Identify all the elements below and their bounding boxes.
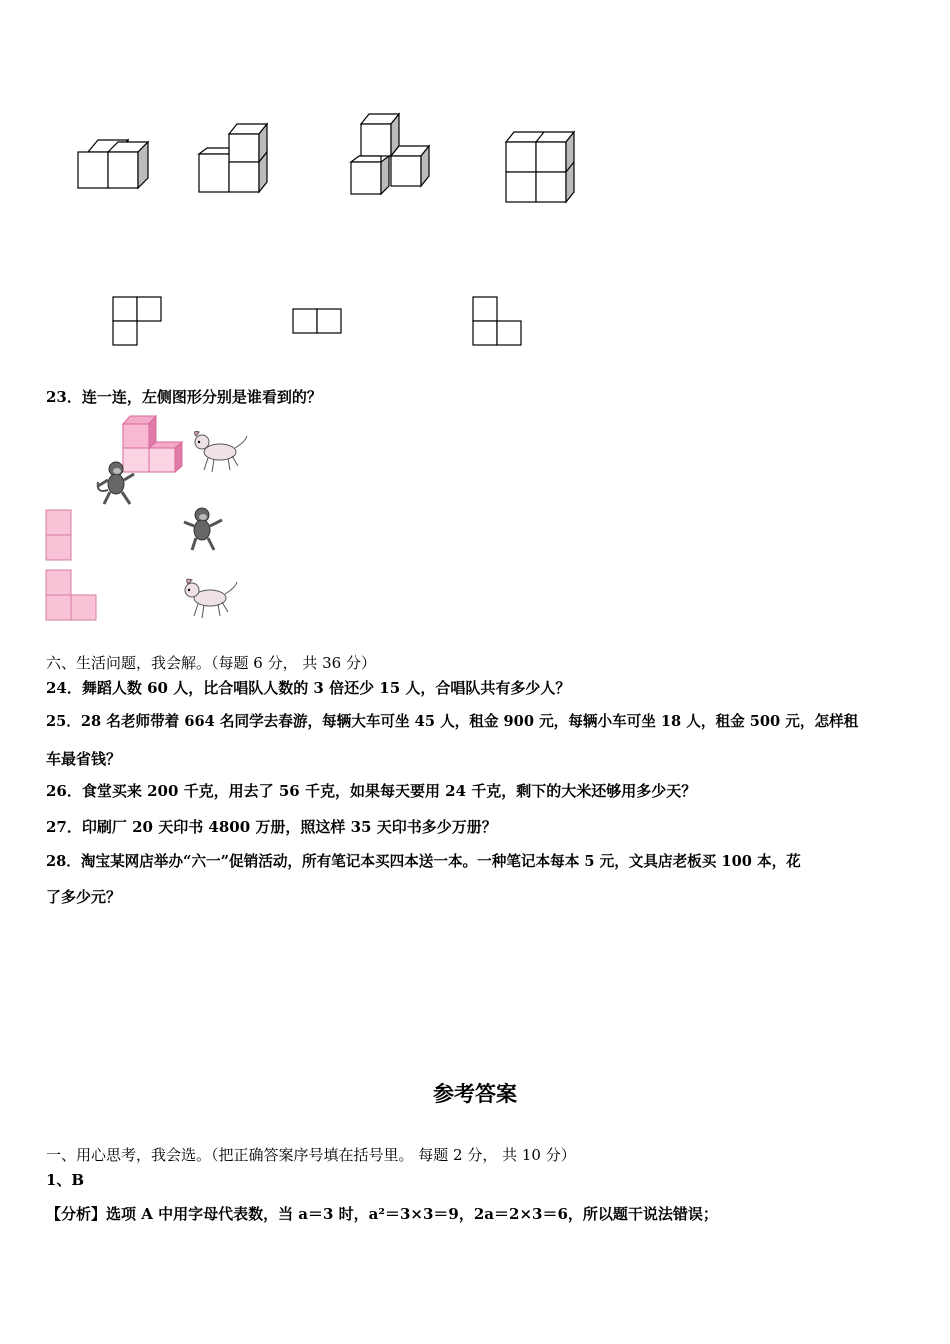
question-25-cont: 车最省钱？: [46, 750, 122, 768]
answer-analysis: 【分析】选项 A 中用字母代表数，当 a＝3 时，a²＝3×3＝9，2a＝2×3＝6，所以题干说法错误；: [46, 1205, 718, 1223]
cube-figure-1: [70, 130, 160, 200]
cube-figure-2: [195, 118, 275, 198]
monkey-icon: [180, 506, 226, 552]
question-28: 28．淘宝某网店举办“六一”促销活动，所有笔记本买四本送一本。一种笔记本每本 5 元，文具店老板买 100 本，花: [46, 853, 801, 870]
cube-figure-4: [500, 128, 585, 208]
question-27: 27．印刷厂 20 天印书 4800 万册，照这样 35 天印书多少万册？: [46, 818, 497, 836]
answer-item-1: 1、B: [46, 1171, 85, 1189]
question-25: 25．28 名老师带着 664 名同学去春游，每辆大车可坐 45 人，租金 900 元，每辆小车可坐 18 人，租金 500 元，怎样租: [46, 713, 859, 730]
view-shape-1: [112, 296, 164, 348]
cube-figure-3: [345, 110, 440, 200]
dog-icon: [190, 428, 250, 474]
view-shape-3: [472, 296, 524, 348]
view-shape-2: [292, 308, 344, 336]
dog-icon: [180, 576, 240, 622]
answers-section-1: 一、用心思考，我会选。（把正确答案序号填在括号里。 每题 2 分， 共 10 分）: [46, 1146, 576, 1164]
question-24: 24．舞蹈人数 60 人，比合唱队人数的 3 倍还少 15 人，合唱队共有多少人？: [46, 679, 571, 697]
question-26: 26．食堂买来 200 千克，用去了 56 千克，如果每天要用 24 千克，剩下的大米还够用多少天？: [46, 782, 697, 800]
answers-title: 参考答案: [433, 1081, 517, 1106]
pink-view-vertical: [45, 509, 73, 563]
monkey-icon: [92, 460, 138, 506]
question-23: 23．连一连，左侧图形分别是谁看到的？: [46, 388, 322, 406]
pink-view-l-shape: [45, 569, 99, 623]
question-28-cont: 了多少元？: [46, 888, 122, 906]
section-6-heading: 六、生活问题，我会解。（每题 6 分， 共 36 分）: [46, 654, 376, 672]
